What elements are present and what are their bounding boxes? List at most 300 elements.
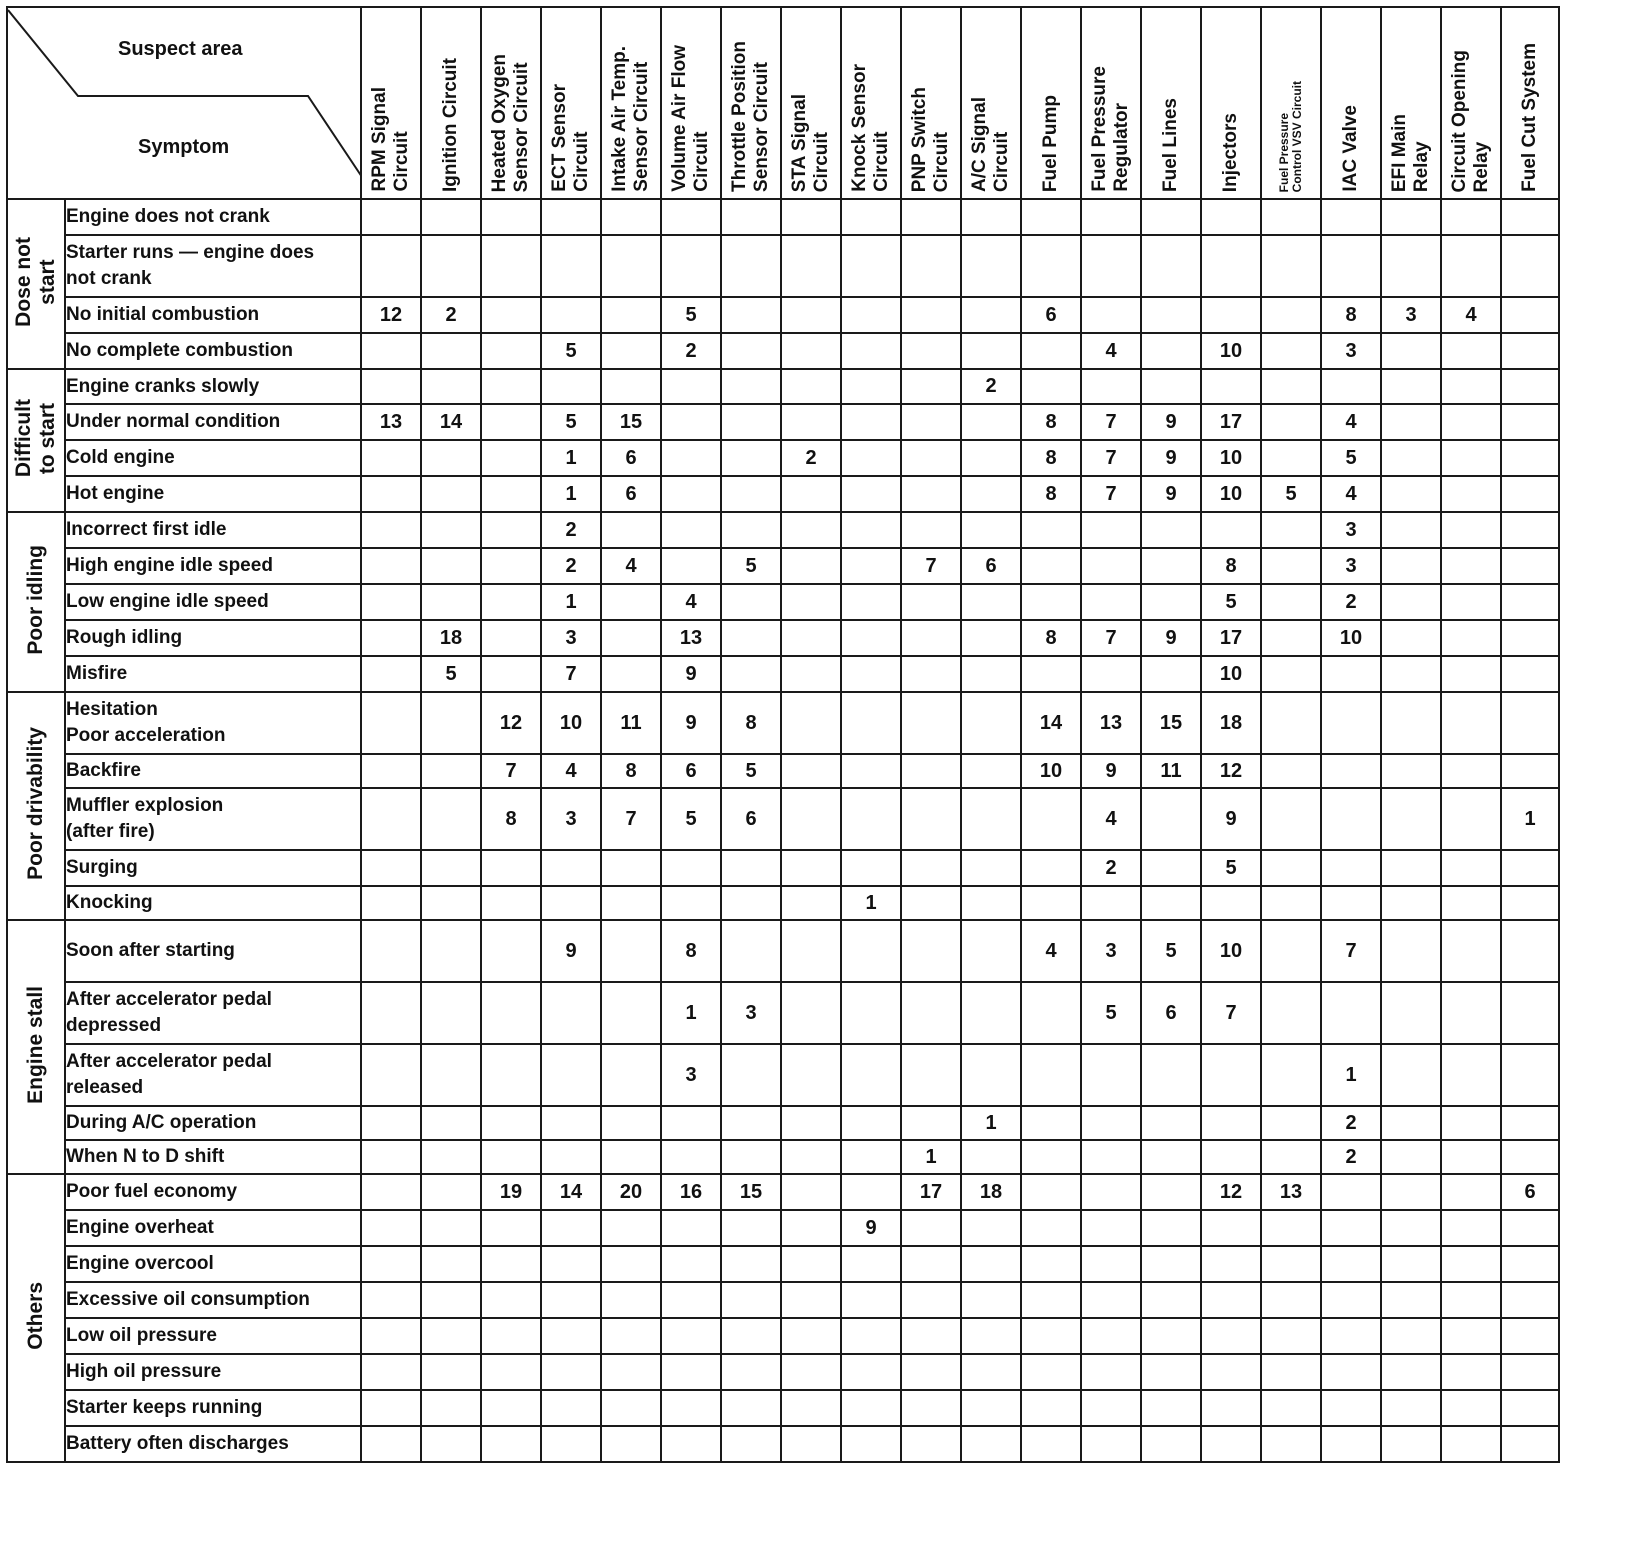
- priority-cell: [1141, 297, 1201, 333]
- table-row: [7, 1174, 1559, 1210]
- priority-cell: [1021, 235, 1081, 297]
- priority-cell: [961, 886, 1021, 920]
- priority-cell: [901, 886, 961, 920]
- priority-cell: 17: [901, 1174, 961, 1210]
- table-row: [7, 476, 1559, 512]
- column-header: [1201, 7, 1261, 199]
- priority-cell: [1441, 850, 1501, 886]
- column-header: [721, 7, 781, 199]
- priority-cell: [1501, 1318, 1559, 1354]
- priority-cell: [1441, 886, 1501, 920]
- priority-cell: [1381, 656, 1441, 692]
- priority-cell: [1501, 548, 1559, 584]
- priority-cell: [1201, 1426, 1261, 1462]
- priority-cell: [781, 548, 841, 584]
- priority-cell: [481, 920, 541, 982]
- priority-cell: [1441, 920, 1501, 982]
- priority-cell: [1501, 584, 1559, 620]
- priority-cell: 6: [1501, 1174, 1559, 1210]
- priority-cell: [601, 369, 661, 404]
- priority-cell: [1441, 199, 1501, 235]
- priority-cell: [361, 982, 421, 1044]
- priority-cell: [361, 440, 421, 476]
- table-row: [7, 440, 1559, 476]
- symptom-label: Muffler explosion (after fire): [65, 788, 361, 850]
- priority-cell: [1261, 199, 1321, 235]
- priority-cell: [1081, 1390, 1141, 1426]
- priority-cell: [1021, 1390, 1081, 1426]
- priority-cell: [1501, 656, 1559, 692]
- priority-cell: [1081, 235, 1141, 297]
- priority-cell: 6: [961, 548, 1021, 584]
- priority-cell: [961, 788, 1021, 850]
- priority-cell: [1441, 1106, 1501, 1140]
- symptom-label: Incorrect first idle: [65, 512, 361, 548]
- priority-cell: [1321, 850, 1381, 886]
- priority-cell: [1141, 1390, 1201, 1426]
- priority-cell: [1381, 1106, 1441, 1140]
- priority-cell: 19: [481, 1174, 541, 1210]
- priority-cell: 15: [1141, 692, 1201, 754]
- priority-cell: [1501, 754, 1559, 788]
- priority-cell: [1441, 1246, 1501, 1282]
- priority-cell: [1321, 1246, 1381, 1282]
- priority-cell: 9: [1201, 788, 1261, 850]
- priority-cell: [481, 1354, 541, 1390]
- priority-cell: [361, 199, 421, 235]
- priority-cell: [1501, 1140, 1559, 1174]
- symptom-label: High oil pressure: [65, 1354, 361, 1390]
- priority-cell: [721, 1044, 781, 1106]
- priority-cell: [721, 1246, 781, 1282]
- priority-cell: [1501, 920, 1559, 982]
- priority-cell: [361, 1246, 421, 1282]
- priority-cell: 5: [1141, 920, 1201, 982]
- priority-cell: [421, 548, 481, 584]
- table-row: [7, 788, 1559, 850]
- priority-cell: 5: [661, 297, 721, 333]
- priority-cell: [481, 886, 541, 920]
- priority-cell: [1501, 886, 1559, 920]
- symptom-label: Knocking: [65, 886, 361, 920]
- priority-cell: [1321, 656, 1381, 692]
- priority-cell: [421, 1044, 481, 1106]
- priority-cell: [1381, 1426, 1441, 1462]
- priority-cell: [1381, 512, 1441, 548]
- priority-cell: [1021, 548, 1081, 584]
- priority-cell: [781, 1140, 841, 1174]
- priority-cell: [1381, 1318, 1441, 1354]
- priority-cell: [361, 333, 421, 369]
- priority-cell: [1501, 1426, 1559, 1462]
- priority-cell: 15: [721, 1174, 781, 1210]
- priority-cell: [1141, 548, 1201, 584]
- priority-cell: [1081, 1140, 1141, 1174]
- priority-cell: [601, 620, 661, 656]
- priority-cell: [481, 584, 541, 620]
- priority-cell: [901, 692, 961, 754]
- priority-cell: 9: [1141, 404, 1201, 440]
- symptom-label: During A/C operation: [65, 1106, 361, 1140]
- priority-cell: [781, 512, 841, 548]
- priority-cell: [1141, 1106, 1201, 1140]
- column-header: [1081, 7, 1141, 199]
- priority-cell: 8: [481, 788, 541, 850]
- priority-cell: [781, 754, 841, 788]
- priority-cell: [1081, 1106, 1141, 1140]
- priority-cell: [1261, 1044, 1321, 1106]
- column-header-label: PNP Switch Circuit: [909, 86, 952, 192]
- priority-cell: 13: [1261, 1174, 1321, 1210]
- priority-cell: [901, 850, 961, 886]
- priority-cell: [1321, 1354, 1381, 1390]
- symptom-label: After accelerator pedal released: [65, 1044, 361, 1106]
- priority-cell: [1261, 369, 1321, 404]
- priority-cell: [1381, 404, 1441, 440]
- symptom-label: Starter keeps running: [65, 1390, 361, 1426]
- priority-cell: [1261, 404, 1321, 440]
- priority-cell: [541, 1210, 601, 1246]
- priority-cell: [1141, 1140, 1201, 1174]
- priority-cell: [1261, 850, 1321, 886]
- symptom-group-label: Poor idling: [24, 544, 47, 655]
- priority-cell: [961, 1354, 1021, 1390]
- priority-cell: [1081, 1044, 1141, 1106]
- priority-cell: [721, 369, 781, 404]
- priority-cell: [961, 235, 1021, 297]
- table-row: [7, 1210, 1559, 1246]
- priority-cell: [1261, 1246, 1321, 1282]
- priority-cell: 5: [541, 404, 601, 440]
- priority-cell: [481, 476, 541, 512]
- priority-cell: [541, 297, 601, 333]
- priority-cell: [661, 886, 721, 920]
- priority-cell: [1201, 1354, 1261, 1390]
- priority-cell: 8: [1021, 404, 1081, 440]
- priority-cell: [1081, 584, 1141, 620]
- symptom-label: Engine cranks slowly: [65, 369, 361, 404]
- priority-cell: [1441, 369, 1501, 404]
- priority-cell: [841, 440, 901, 476]
- priority-cell: [781, 1318, 841, 1354]
- priority-cell: [601, 512, 661, 548]
- priority-cell: [361, 1354, 421, 1390]
- priority-cell: [1261, 692, 1321, 754]
- priority-cell: [901, 476, 961, 512]
- priority-cell: [841, 1044, 901, 1106]
- priority-cell: [361, 1106, 421, 1140]
- priority-cell: [1141, 235, 1201, 297]
- priority-cell: [421, 1318, 481, 1354]
- table-row: [7, 1044, 1559, 1106]
- priority-cell: 7: [1081, 476, 1141, 512]
- priority-cell: [1441, 1044, 1501, 1106]
- priority-cell: [1441, 656, 1501, 692]
- priority-cell: [1021, 1044, 1081, 1106]
- priority-cell: [421, 199, 481, 235]
- priority-cell: [721, 476, 781, 512]
- priority-cell: [1021, 1106, 1081, 1140]
- priority-cell: [1081, 656, 1141, 692]
- priority-cell: [481, 369, 541, 404]
- priority-cell: [901, 1044, 961, 1106]
- priority-cell: [1501, 1246, 1559, 1282]
- priority-cell: [841, 199, 901, 235]
- priority-cell: [421, 512, 481, 548]
- priority-cell: [481, 548, 541, 584]
- priority-cell: [661, 199, 721, 235]
- priority-cell: [841, 297, 901, 333]
- priority-cell: [1501, 512, 1559, 548]
- priority-cell: [661, 1318, 721, 1354]
- priority-cell: [1021, 886, 1081, 920]
- priority-cell: 4: [541, 754, 601, 788]
- priority-cell: [901, 404, 961, 440]
- priority-cell: [661, 1246, 721, 1282]
- priority-cell: [1081, 297, 1141, 333]
- priority-cell: [1021, 1174, 1081, 1210]
- priority-cell: [1081, 1426, 1141, 1462]
- priority-cell: [1381, 199, 1441, 235]
- priority-cell: [1021, 1426, 1081, 1462]
- priority-cell: [421, 1174, 481, 1210]
- priority-cell: [1261, 512, 1321, 548]
- priority-cell: [901, 1246, 961, 1282]
- priority-cell: [961, 982, 1021, 1044]
- priority-cell: [421, 754, 481, 788]
- priority-cell: [661, 1390, 721, 1426]
- priority-cell: 9: [1141, 440, 1201, 476]
- priority-cell: 3: [1081, 920, 1141, 982]
- symptom-group: [7, 199, 65, 369]
- priority-cell: [721, 1210, 781, 1246]
- priority-cell: [721, 620, 781, 656]
- column-header: [961, 7, 1021, 199]
- priority-cell: [1141, 1210, 1201, 1246]
- priority-cell: 9: [661, 656, 721, 692]
- priority-cell: [1201, 1390, 1261, 1426]
- symptom-label: No initial combustion: [65, 297, 361, 333]
- priority-cell: [1321, 235, 1381, 297]
- priority-cell: [1021, 1210, 1081, 1246]
- priority-cell: 5: [1201, 850, 1261, 886]
- priority-cell: [961, 850, 1021, 886]
- priority-cell: 3: [1381, 297, 1441, 333]
- column-header-label: Injectors: [1220, 112, 1241, 192]
- priority-cell: 1: [901, 1140, 961, 1174]
- priority-cell: [1141, 656, 1201, 692]
- priority-cell: [781, 788, 841, 850]
- priority-cell: [1021, 512, 1081, 548]
- priority-cell: [1081, 1174, 1141, 1210]
- priority-cell: [421, 333, 481, 369]
- priority-cell: [781, 1044, 841, 1106]
- symptom-group: [7, 369, 65, 512]
- priority-cell: [1141, 886, 1201, 920]
- priority-cell: [841, 548, 901, 584]
- priority-cell: [481, 1106, 541, 1140]
- priority-cell: [961, 404, 1021, 440]
- symptom-label: No complete combustion: [65, 333, 361, 369]
- priority-cell: [1201, 1282, 1261, 1318]
- priority-cell: [721, 404, 781, 440]
- priority-cell: [1381, 1354, 1441, 1390]
- priority-cell: [1081, 1246, 1141, 1282]
- priority-cell: [361, 235, 421, 297]
- priority-cell: [961, 692, 1021, 754]
- priority-cell: [1141, 1282, 1201, 1318]
- priority-cell: [481, 1426, 541, 1462]
- priority-cell: [1261, 920, 1321, 982]
- symptom-group-label: Poor drivability: [24, 727, 47, 880]
- priority-cell: [1381, 1044, 1441, 1106]
- priority-cell: 3: [541, 788, 601, 850]
- column-header-label: Fuel Lines: [1160, 98, 1181, 192]
- priority-cell: [601, 333, 661, 369]
- priority-cell: [1501, 1044, 1559, 1106]
- priority-cell: [481, 199, 541, 235]
- priority-cell: [1261, 788, 1321, 850]
- priority-cell: [361, 920, 421, 982]
- priority-cell: [721, 1282, 781, 1318]
- priority-cell: [721, 199, 781, 235]
- priority-cell: [421, 692, 481, 754]
- priority-cell: 9: [841, 1210, 901, 1246]
- priority-cell: 1: [661, 982, 721, 1044]
- priority-cell: [661, 1426, 721, 1462]
- symptom-label: Low oil pressure: [65, 1318, 361, 1354]
- priority-cell: [541, 1354, 601, 1390]
- priority-cell: [661, 1354, 721, 1390]
- priority-cell: [481, 1246, 541, 1282]
- priority-cell: [1441, 1210, 1501, 1246]
- column-header: [1021, 7, 1081, 199]
- priority-cell: [601, 886, 661, 920]
- table-row: [7, 886, 1559, 920]
- priority-cell: [661, 850, 721, 886]
- symptom-label: Engine does not crank: [65, 199, 361, 235]
- priority-cell: [1141, 584, 1201, 620]
- priority-cell: 5: [1261, 476, 1321, 512]
- priority-cell: 2: [541, 548, 601, 584]
- priority-cell: [721, 1140, 781, 1174]
- priority-cell: 7: [1081, 440, 1141, 476]
- symptom-label: Excessive oil consumption: [65, 1282, 361, 1318]
- column-header-label: IAC Valve: [1340, 105, 1361, 192]
- priority-cell: [1381, 850, 1441, 886]
- priority-cell: [1081, 886, 1141, 920]
- priority-cell: [1441, 512, 1501, 548]
- priority-cell: [781, 333, 841, 369]
- priority-cell: [661, 1282, 721, 1318]
- priority-cell: [1441, 440, 1501, 476]
- priority-cell: [1441, 235, 1501, 297]
- priority-cell: [421, 1426, 481, 1462]
- priority-cell: [1381, 620, 1441, 656]
- priority-cell: 4: [1081, 788, 1141, 850]
- priority-cell: [361, 1318, 421, 1354]
- priority-cell: [721, 1106, 781, 1140]
- priority-cell: 10: [1201, 440, 1261, 476]
- priority-cell: [721, 850, 781, 886]
- table-row: [7, 656, 1559, 692]
- priority-cell: [841, 920, 901, 982]
- priority-cell: [901, 982, 961, 1044]
- priority-cell: [1141, 1318, 1201, 1354]
- priority-cell: 15: [601, 404, 661, 440]
- priority-cell: [1321, 1426, 1381, 1462]
- priority-cell: [781, 1426, 841, 1462]
- priority-cell: [421, 1210, 481, 1246]
- priority-cell: [1201, 235, 1261, 297]
- priority-cell: [601, 1106, 661, 1140]
- priority-cell: [901, 1318, 961, 1354]
- priority-cell: [961, 754, 1021, 788]
- priority-cell: [1201, 1318, 1261, 1354]
- priority-cell: [1261, 584, 1321, 620]
- priority-cell: [1261, 333, 1321, 369]
- priority-cell: 1: [961, 1106, 1021, 1140]
- priority-cell: [1441, 1318, 1501, 1354]
- priority-cell: [841, 1106, 901, 1140]
- priority-cell: [1201, 297, 1261, 333]
- priority-cell: [361, 1140, 421, 1174]
- priority-cell: [1141, 1246, 1201, 1282]
- priority-cell: [961, 440, 1021, 476]
- table-row: [7, 982, 1559, 1044]
- priority-cell: 1: [1321, 1044, 1381, 1106]
- priority-cell: [1381, 886, 1441, 920]
- column-header: [1141, 7, 1201, 199]
- priority-cell: [1081, 1318, 1141, 1354]
- column-header-label: Throttle Position Sensor Circuit: [729, 41, 772, 192]
- priority-cell: [1081, 1282, 1141, 1318]
- priority-cell: [1441, 548, 1501, 584]
- priority-cell: [1321, 1318, 1381, 1354]
- priority-cell: [1501, 199, 1559, 235]
- symptom-label: Surging: [65, 850, 361, 886]
- priority-cell: [421, 584, 481, 620]
- priority-cell: [421, 1282, 481, 1318]
- column-header: [601, 7, 661, 199]
- priority-cell: [721, 886, 781, 920]
- priority-cell: [1501, 1282, 1559, 1318]
- priority-cell: [781, 886, 841, 920]
- priority-cell: [901, 297, 961, 333]
- priority-cell: [781, 1210, 841, 1246]
- priority-cell: [1441, 1354, 1501, 1390]
- priority-cell: 10: [1201, 656, 1261, 692]
- priority-cell: [721, 584, 781, 620]
- priority-cell: [361, 754, 421, 788]
- priority-cell: [1141, 199, 1201, 235]
- priority-cell: 13: [1081, 692, 1141, 754]
- priority-cell: [1381, 333, 1441, 369]
- priority-cell: [601, 1246, 661, 1282]
- priority-cell: 13: [361, 404, 421, 440]
- column-header-label: Circuit Opening Relay: [1449, 49, 1492, 192]
- priority-cell: [481, 1210, 541, 1246]
- priority-cell: [601, 982, 661, 1044]
- priority-cell: [781, 1174, 841, 1210]
- priority-cell: 3: [721, 982, 781, 1044]
- priority-cell: [541, 235, 601, 297]
- priority-cell: [1321, 369, 1381, 404]
- priority-cell: [1081, 369, 1141, 404]
- column-header-label: Heated Oxygen Sensor Circuit: [489, 53, 532, 192]
- priority-cell: [721, 656, 781, 692]
- priority-cell: 7: [601, 788, 661, 850]
